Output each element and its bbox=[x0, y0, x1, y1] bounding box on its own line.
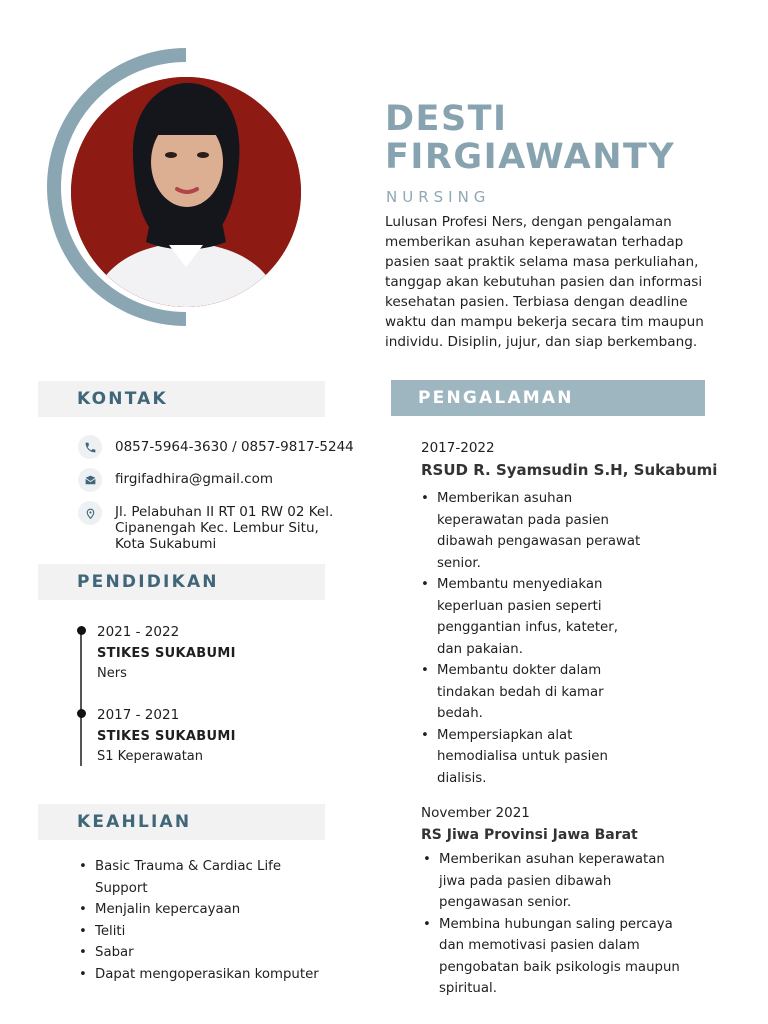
skill-item: • Sabar bbox=[79, 942, 319, 964]
education-school: STIKES SUKABUMI bbox=[97, 729, 236, 744]
profession-subtitle: NURSING bbox=[386, 188, 491, 206]
experience-bullet: • Membina hubungan saling percaya dan memotivasi pasien dalam pengobatan baik psikologis maupun spiritual. bbox=[423, 914, 693, 1000]
skill-item: • Teliti bbox=[79, 921, 319, 943]
phone-icon bbox=[78, 435, 102, 459]
timeline-dot bbox=[77, 709, 86, 718]
address-line: Kota Sukabumi bbox=[115, 536, 217, 552]
full-name bbox=[385, 100, 725, 176]
experience-bullet: • Membantu menyediakan keperluan pasien seperti penggantian infus, kateter, dan pakaian. bbox=[421, 574, 643, 660]
skills-list bbox=[79, 856, 319, 985]
education-section-header bbox=[38, 564, 325, 600]
education-years: 2021 - 2022 bbox=[97, 624, 180, 640]
experience-bullet: • Memberikan asuhan keperawatan jiwa pada pasien dibawah pengawasan senior. bbox=[423, 849, 693, 914]
skill-item: • Menjalin kepercayaan bbox=[79, 899, 319, 921]
profile-summary: Lulusan Profesi Ners, dengan pengalaman memberikan asuhan keperawatan terhadap pasien saat praktik selama masa perkuliahan, tanggap akan kebutuhan pasien dan informasi kesehatan pasien. Terbiasa dengan deadline waktu dan mampu bekerja secara tim maupun individu. Disiplin, jujur, dan siap berkembang. bbox=[385, 214, 704, 350]
experience-section-header bbox=[391, 380, 705, 416]
contact-section-header bbox=[38, 381, 325, 417]
experience-years: 2017-2022 bbox=[421, 440, 495, 456]
first-name: DESTI bbox=[385, 99, 508, 139]
education-title: PENDIDIKAN bbox=[77, 572, 219, 592]
experience-bullets bbox=[421, 488, 643, 789]
education-timeline bbox=[80, 628, 82, 766]
experience-title: PENGALAMAN bbox=[418, 388, 574, 408]
location-pin-icon bbox=[78, 501, 102, 525]
skill-item: • Dapat mengoperasikan komputer bbox=[79, 964, 319, 986]
experience-bullets bbox=[423, 849, 693, 1000]
education-item bbox=[97, 707, 236, 764]
experience-years: November 2021 bbox=[421, 805, 530, 821]
experience-place: RSUD R. Syamsudin S.H, Sukabumi bbox=[421, 461, 718, 479]
experience-bullet: • Memberikan asuhan keperawatan pada pasien dibawah pengawasan perawat senior. bbox=[421, 488, 643, 574]
address-line: Jl. Pelabuhan II RT 01 RW 02 Kel. bbox=[115, 504, 334, 520]
mail-icon bbox=[78, 468, 102, 492]
experience-bullet: • Mempersiapkan alat hemodialisa untuk pasien dialisis. bbox=[421, 725, 643, 790]
skill-item: • Basic Trauma & Cardiac Life Support bbox=[79, 856, 319, 899]
contact-address bbox=[115, 504, 333, 552]
education-item bbox=[97, 624, 236, 681]
skills-section-header bbox=[38, 804, 325, 840]
education-school: STIKES SUKABUMI bbox=[97, 646, 236, 661]
address-line: Cipanengah Kec. Lembur Situ, bbox=[115, 520, 319, 536]
contact-phone: 0857-5964-3630 / 0857-9817-5244 bbox=[115, 439, 354, 455]
timeline-dot bbox=[77, 626, 86, 635]
experience-bullet: • Membantu dokter dalam tindakan bedah di kamar bedah. bbox=[421, 660, 643, 725]
skills-title: KEAHLIAN bbox=[77, 812, 192, 832]
contact-title: KONTAK bbox=[77, 389, 168, 409]
education-degree: S1 Keperawatan bbox=[97, 749, 203, 764]
contact-email: firgifadhira@gmail.com bbox=[115, 471, 273, 487]
last-name: FIRGIAWANTY bbox=[385, 137, 676, 177]
experience-place: RS Jiwa Provinsi Jawa Barat bbox=[421, 827, 638, 843]
profile-photo bbox=[71, 77, 301, 307]
education-years: 2017 - 2021 bbox=[97, 707, 180, 723]
education-degree: Ners bbox=[97, 666, 127, 681]
